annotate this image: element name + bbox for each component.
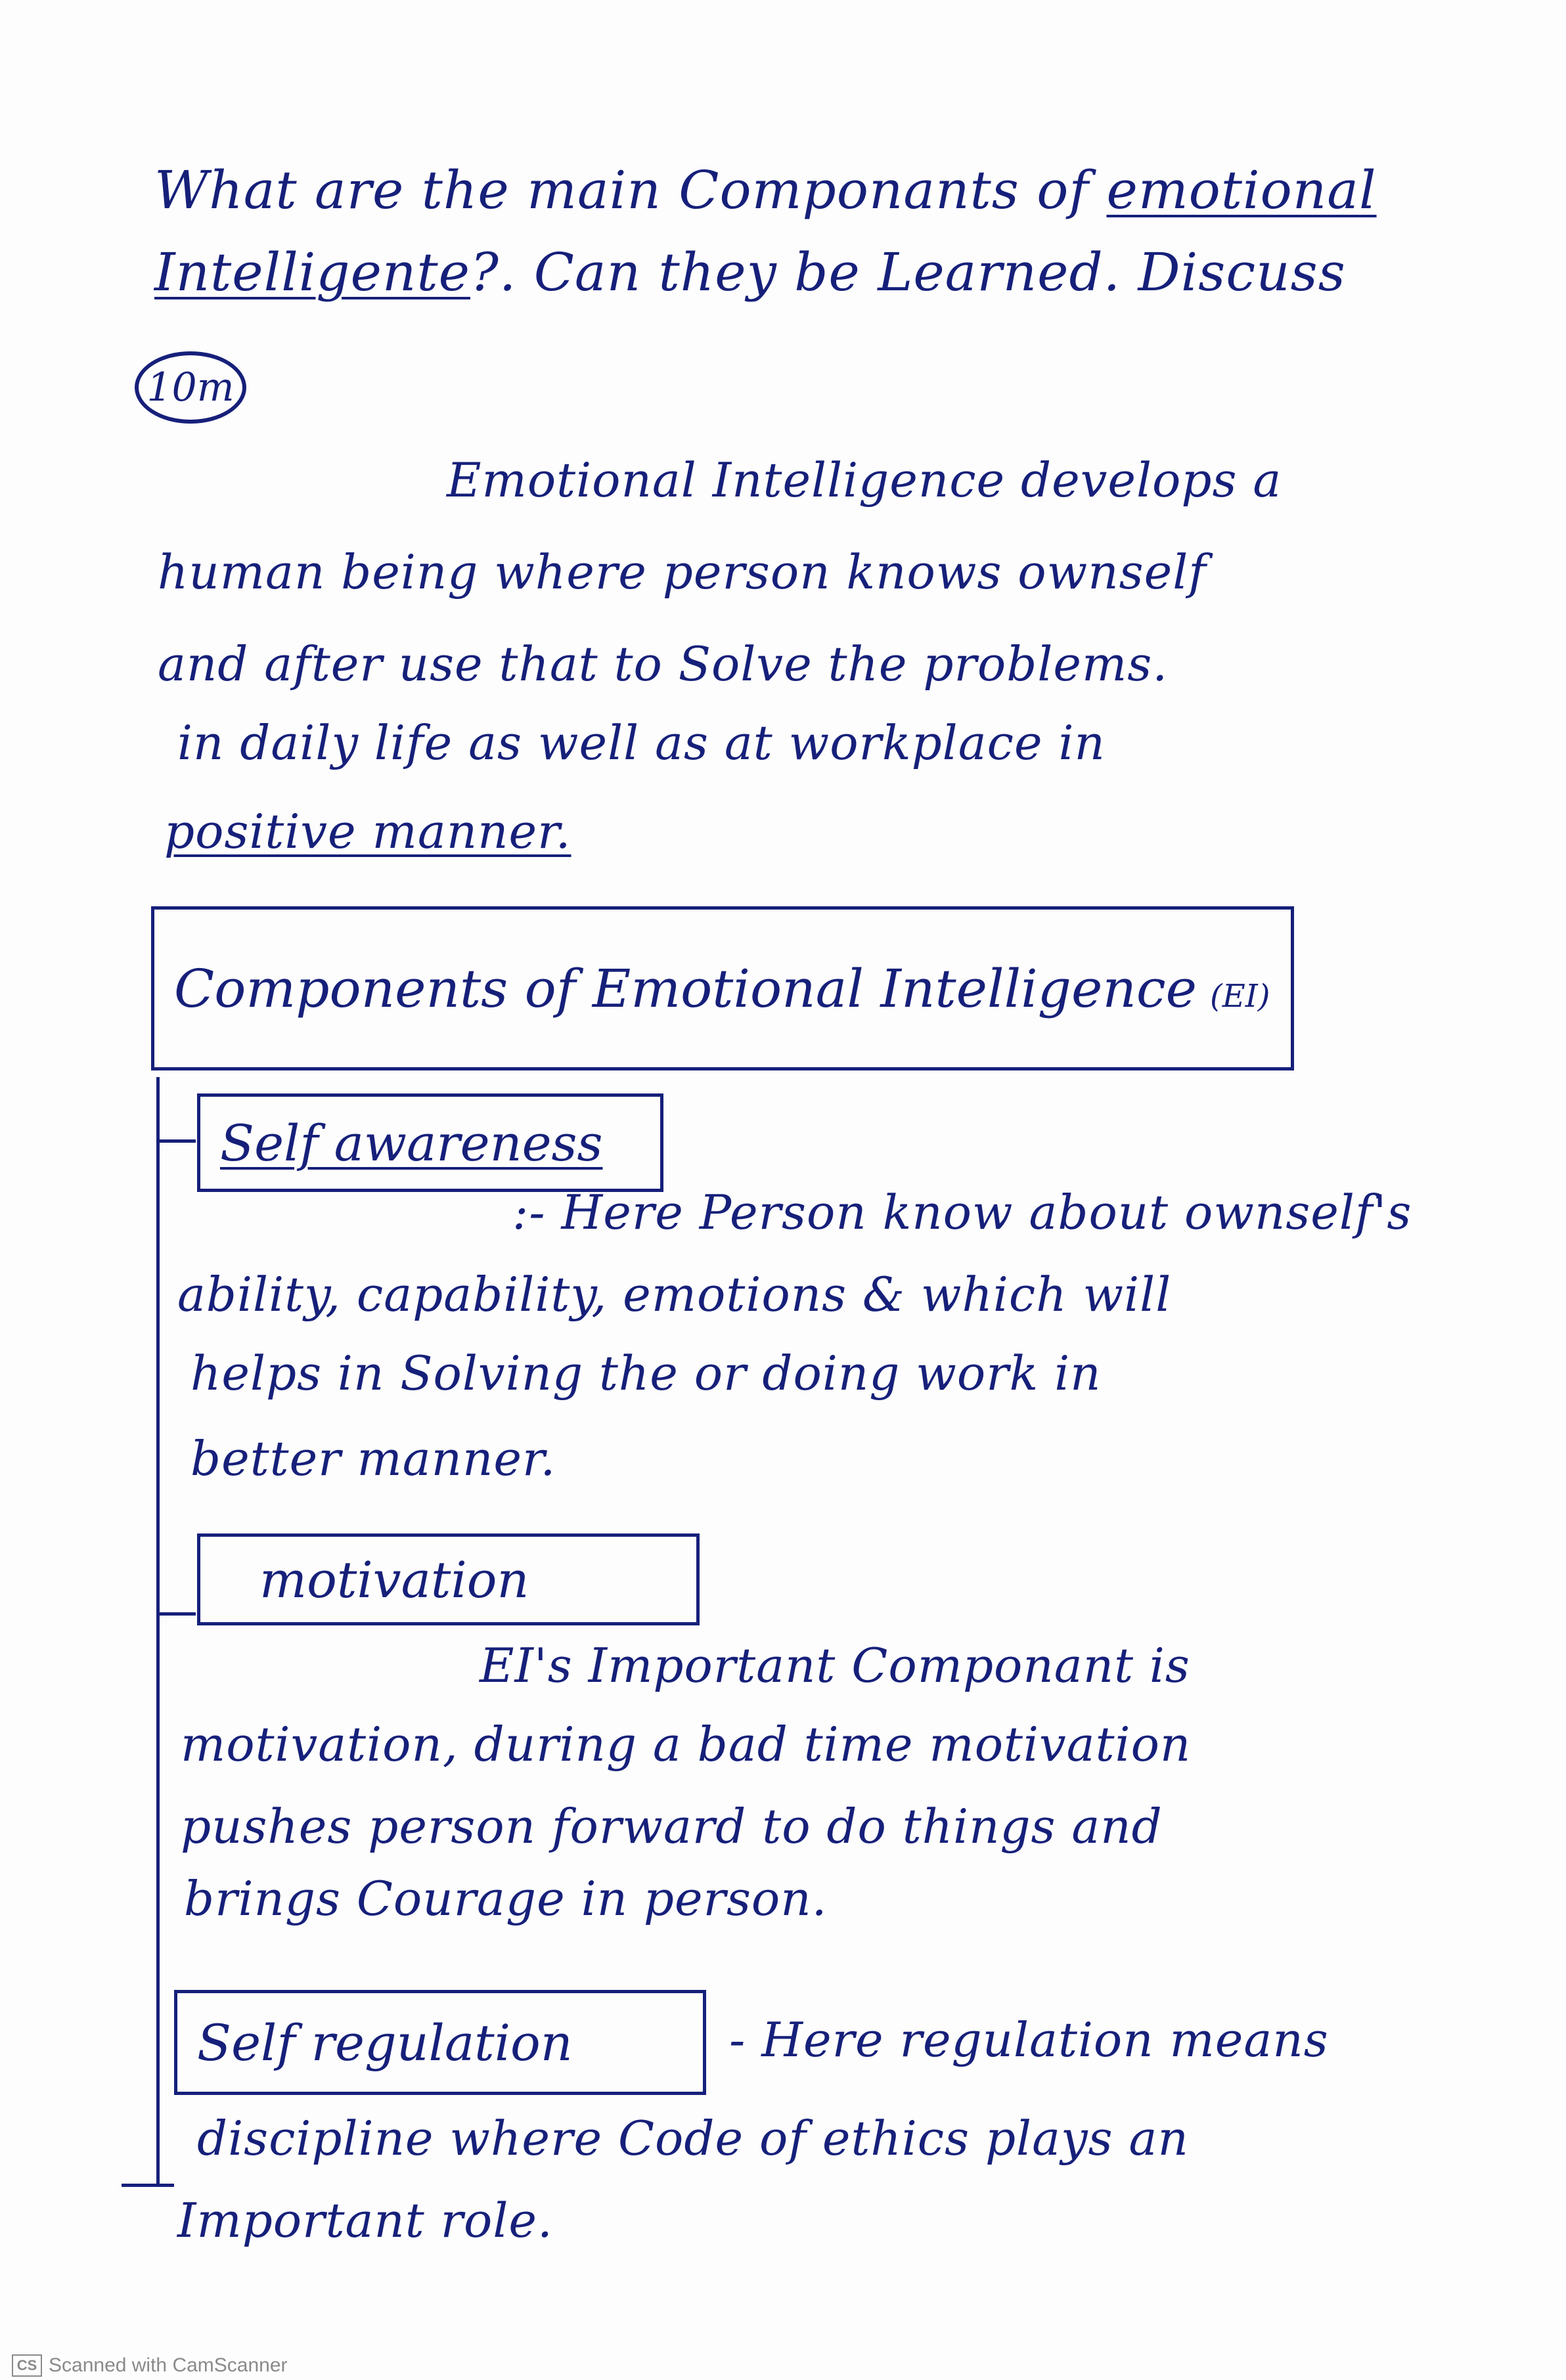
motivation-line-3: pushes person forward to do things and — [181, 1799, 1163, 1854]
components-title: Components of Emotional Intelligence — [174, 958, 1197, 1019]
motivation-line-1: EI's Important Componant is — [480, 1638, 1190, 1693]
self-awareness-line-4: better manner. — [190, 1431, 556, 1486]
self-regulation-line-2: discipline where Code of ethics plays an — [197, 2111, 1189, 2166]
marks-circle: 10m — [135, 351, 246, 424]
self-awareness-line-1: :- Here Person know about ownself's — [512, 1185, 1412, 1240]
question-line-2-part1: Intelligente — [154, 242, 470, 303]
self-regulation-heading: Self regulation — [197, 2013, 573, 2072]
question-line-1-part1: What are the main Componants of — [154, 160, 1107, 221]
tree-branch-3 — [122, 2184, 174, 2187]
question-line-1-part2: emotional — [1106, 160, 1377, 221]
scanner-watermark-text: Scanned with CamScanner — [49, 2354, 288, 2376]
motivation-line-4: brings Courage in person. — [184, 1871, 828, 1926]
question-line-2-part2: ?. Can they be Learned. Discuss — [470, 242, 1346, 303]
intro-line-5: positive manner. — [164, 804, 571, 859]
camscanner-logo-icon: CS — [12, 2354, 42, 2377]
intro-line-2: human being where person knows ownself — [158, 544, 1207, 600]
self-regulation-line-3: Important role. — [177, 2193, 553, 2248]
scanner-watermark — [12, 2354, 288, 2377]
motivation-line-2: motivation, during a bad time motivation — [181, 1717, 1192, 1772]
components-title-sub: (EI) — [1210, 978, 1270, 1015]
tree-vertical-line — [156, 1077, 160, 2187]
intro-line-3: and after use that to Solve the problems. — [158, 636, 1169, 692]
intro-line-4: in daily life as well as at workplace in — [177, 715, 1106, 770]
intro-line-1: Emotional Intelligence develops a — [447, 452, 1282, 508]
self-awareness-line-3: helps in Solving the or doing work in — [190, 1346, 1102, 1401]
tree-branch-2 — [156, 1612, 196, 1616]
motivation-heading: motivation — [259, 1550, 529, 1609]
self-awareness-heading-box — [197, 1093, 663, 1192]
question-line-1 — [154, 160, 1377, 221]
components-title-box — [151, 906, 1294, 1070]
self-regulation-line-1: - Here regulation means — [729, 2012, 1329, 2067]
question-line-2 — [154, 242, 1346, 303]
self-awareness-heading: Self awareness — [220, 1113, 603, 1172]
motivation-heading-box — [197, 1533, 700, 1625]
tree-branch-1 — [156, 1139, 196, 1143]
self-regulation-heading-box — [174, 1990, 706, 2095]
self-awareness-line-2: ability, capability, emotions & which will — [177, 1267, 1172, 1322]
